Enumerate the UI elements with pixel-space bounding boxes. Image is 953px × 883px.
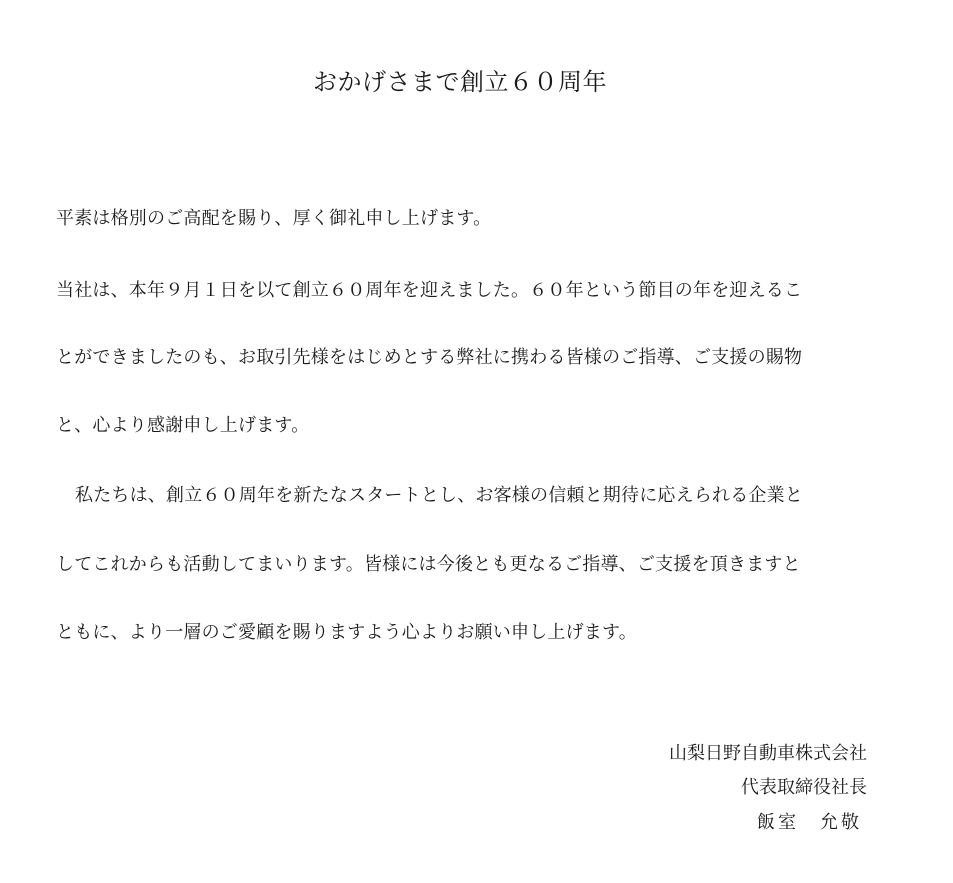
greeting-line: 平素は格別のご高配を賜り、厚く御礼申し上げます。 — [56, 208, 492, 229]
paragraph2-line-3: ともに、より一層のご愛顧を賜りますよう心よりお願い申し上げます。 — [56, 622, 637, 643]
paragraph2-line-2: してこれからも活動してまいります。皆様には今後とも更なるご指導、ご支援を頂きますと — [56, 554, 801, 575]
paragraph1-line-2: とができましたのも、お取引先様をはじめとする弊社に携わる皆様のご指導、ご支援の賜物 — [56, 347, 803, 368]
signature-position: 代表取締役社長 — [741, 777, 867, 798]
paragraph1-line-3: と、心より感謝申し上げます。 — [56, 415, 310, 436]
page-title: おかげさまで創立６０周年 — [313, 68, 607, 96]
paragraph2-line-1: 私たちは、創立６０周年を新たなスタートとし、お客様の信頼と期待に応えられる企業と — [75, 485, 803, 506]
signature-company: 山梨日野自動車株式会社 — [669, 743, 867, 764]
paragraph1-line-1: 当社は、本年９月１日を以て創立６０周年を迎えました。６０年という節目の年を迎えるこ — [56, 280, 803, 301]
signature-name: 飯室 允敬 — [757, 812, 862, 833]
